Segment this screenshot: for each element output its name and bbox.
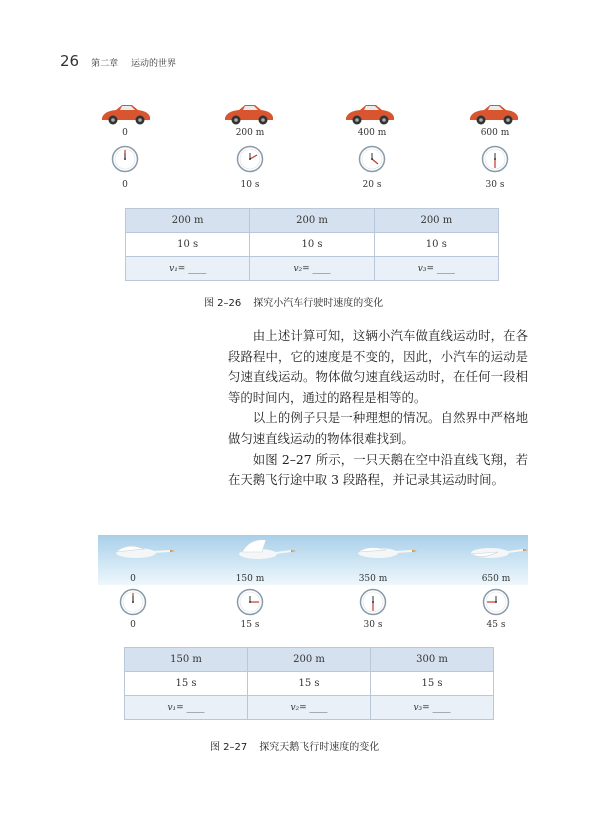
caption-number: 图 2–27	[210, 742, 248, 753]
table-cell: 150 m	[125, 648, 248, 672]
caption-text: 探究天鹅飞行时速度的变化	[259, 742, 380, 753]
time-label: 10 s	[240, 180, 260, 190]
time-label: 0	[130, 620, 136, 630]
table-cell: 300 m	[371, 648, 494, 672]
car-image	[100, 102, 152, 126]
caption-text: 探究小汽车行驶时速度的变化	[253, 298, 384, 309]
time-label: 15 s	[240, 620, 260, 630]
car-image	[468, 102, 520, 126]
table-cell: v₂= ____	[248, 696, 371, 720]
clock-icon	[236, 145, 264, 173]
distance-label: 0	[130, 574, 136, 584]
figure-caption	[210, 738, 391, 753]
figure-caption	[204, 294, 395, 309]
clock-icon	[359, 588, 387, 616]
table-cell: 200 m	[374, 209, 498, 233]
time-label: 30 s	[363, 620, 383, 630]
table-row	[126, 257, 499, 281]
swan-image	[106, 540, 176, 562]
table-cell: 15 s	[125, 672, 248, 696]
speed-table	[124, 647, 494, 720]
table-cell: 10 s	[250, 233, 374, 257]
table-row	[126, 209, 499, 233]
body-text	[228, 326, 528, 491]
distance-label: 650 m	[481, 574, 511, 584]
distance-label: 0	[122, 128, 128, 138]
time-label: 0	[122, 180, 128, 190]
table-row	[125, 672, 494, 696]
table-cell: 200 m	[126, 209, 250, 233]
table-cell: 10 s	[126, 233, 250, 257]
table-cell: 10 s	[374, 233, 498, 257]
table-cell: v₃= ____	[374, 257, 498, 281]
car-image	[344, 102, 396, 126]
table-cell: 200 m	[250, 209, 374, 233]
page-header	[60, 52, 186, 70]
chapter-label	[91, 56, 186, 69]
table-cell: v₁= ____	[126, 257, 250, 281]
table-row	[125, 648, 494, 672]
time-label: 45 s	[486, 620, 506, 630]
paragraph: 由上述计算可知，这辆小汽车做直线运动时，在各段路程中，它的速度是不变的，因此，小汽车的运动是匀速直线运动。物体做匀速直线运动时，在任何一段相等的时间内，通过的路程是相等的。	[228, 328, 528, 405]
chapter-number: 第二章	[91, 59, 119, 69]
distance-label: 150 m	[235, 574, 265, 584]
page-number: 26	[60, 52, 80, 70]
distance-label: 400 m	[357, 128, 387, 138]
clock-icon	[236, 588, 264, 616]
table-cell: v₂= ____	[250, 257, 374, 281]
distance-label: 350 m	[358, 574, 388, 584]
table-row	[126, 233, 499, 257]
table-cell: 200 m	[248, 648, 371, 672]
clock-icon	[111, 145, 139, 173]
swan-image	[346, 540, 418, 562]
clock-icon	[481, 145, 509, 173]
chapter-title: 运动的世界	[130, 59, 176, 69]
distance-label: 600 m	[480, 128, 510, 138]
clock-icon	[119, 588, 147, 616]
car-image	[223, 102, 275, 126]
table-cell: 15 s	[371, 672, 494, 696]
caption-number: 图 2–26	[204, 298, 242, 309]
time-label: 20 s	[362, 180, 382, 190]
time-label: 30 s	[485, 180, 505, 190]
paragraph: 以上的例子只是一种理想的情况。自然界中严格地做匀速直线运动的物体很难找到。	[228, 410, 528, 446]
distance-label: 200 m	[235, 128, 265, 138]
swan-image	[460, 540, 532, 562]
table-row	[125, 696, 494, 720]
clock-icon	[358, 145, 386, 173]
speed-table	[125, 208, 499, 281]
table-cell: 15 s	[248, 672, 371, 696]
table-cell: v₁= ____	[125, 696, 248, 720]
swan-image	[226, 538, 298, 564]
paragraph: 如图 2–27 所示，一只天鹅在空中沿直线飞翔，若在天鹅飞行途中取 3 段路程，并记录其运动时间。	[228, 451, 528, 488]
table-cell: v₃= ____	[371, 696, 494, 720]
clock-icon	[482, 588, 510, 616]
